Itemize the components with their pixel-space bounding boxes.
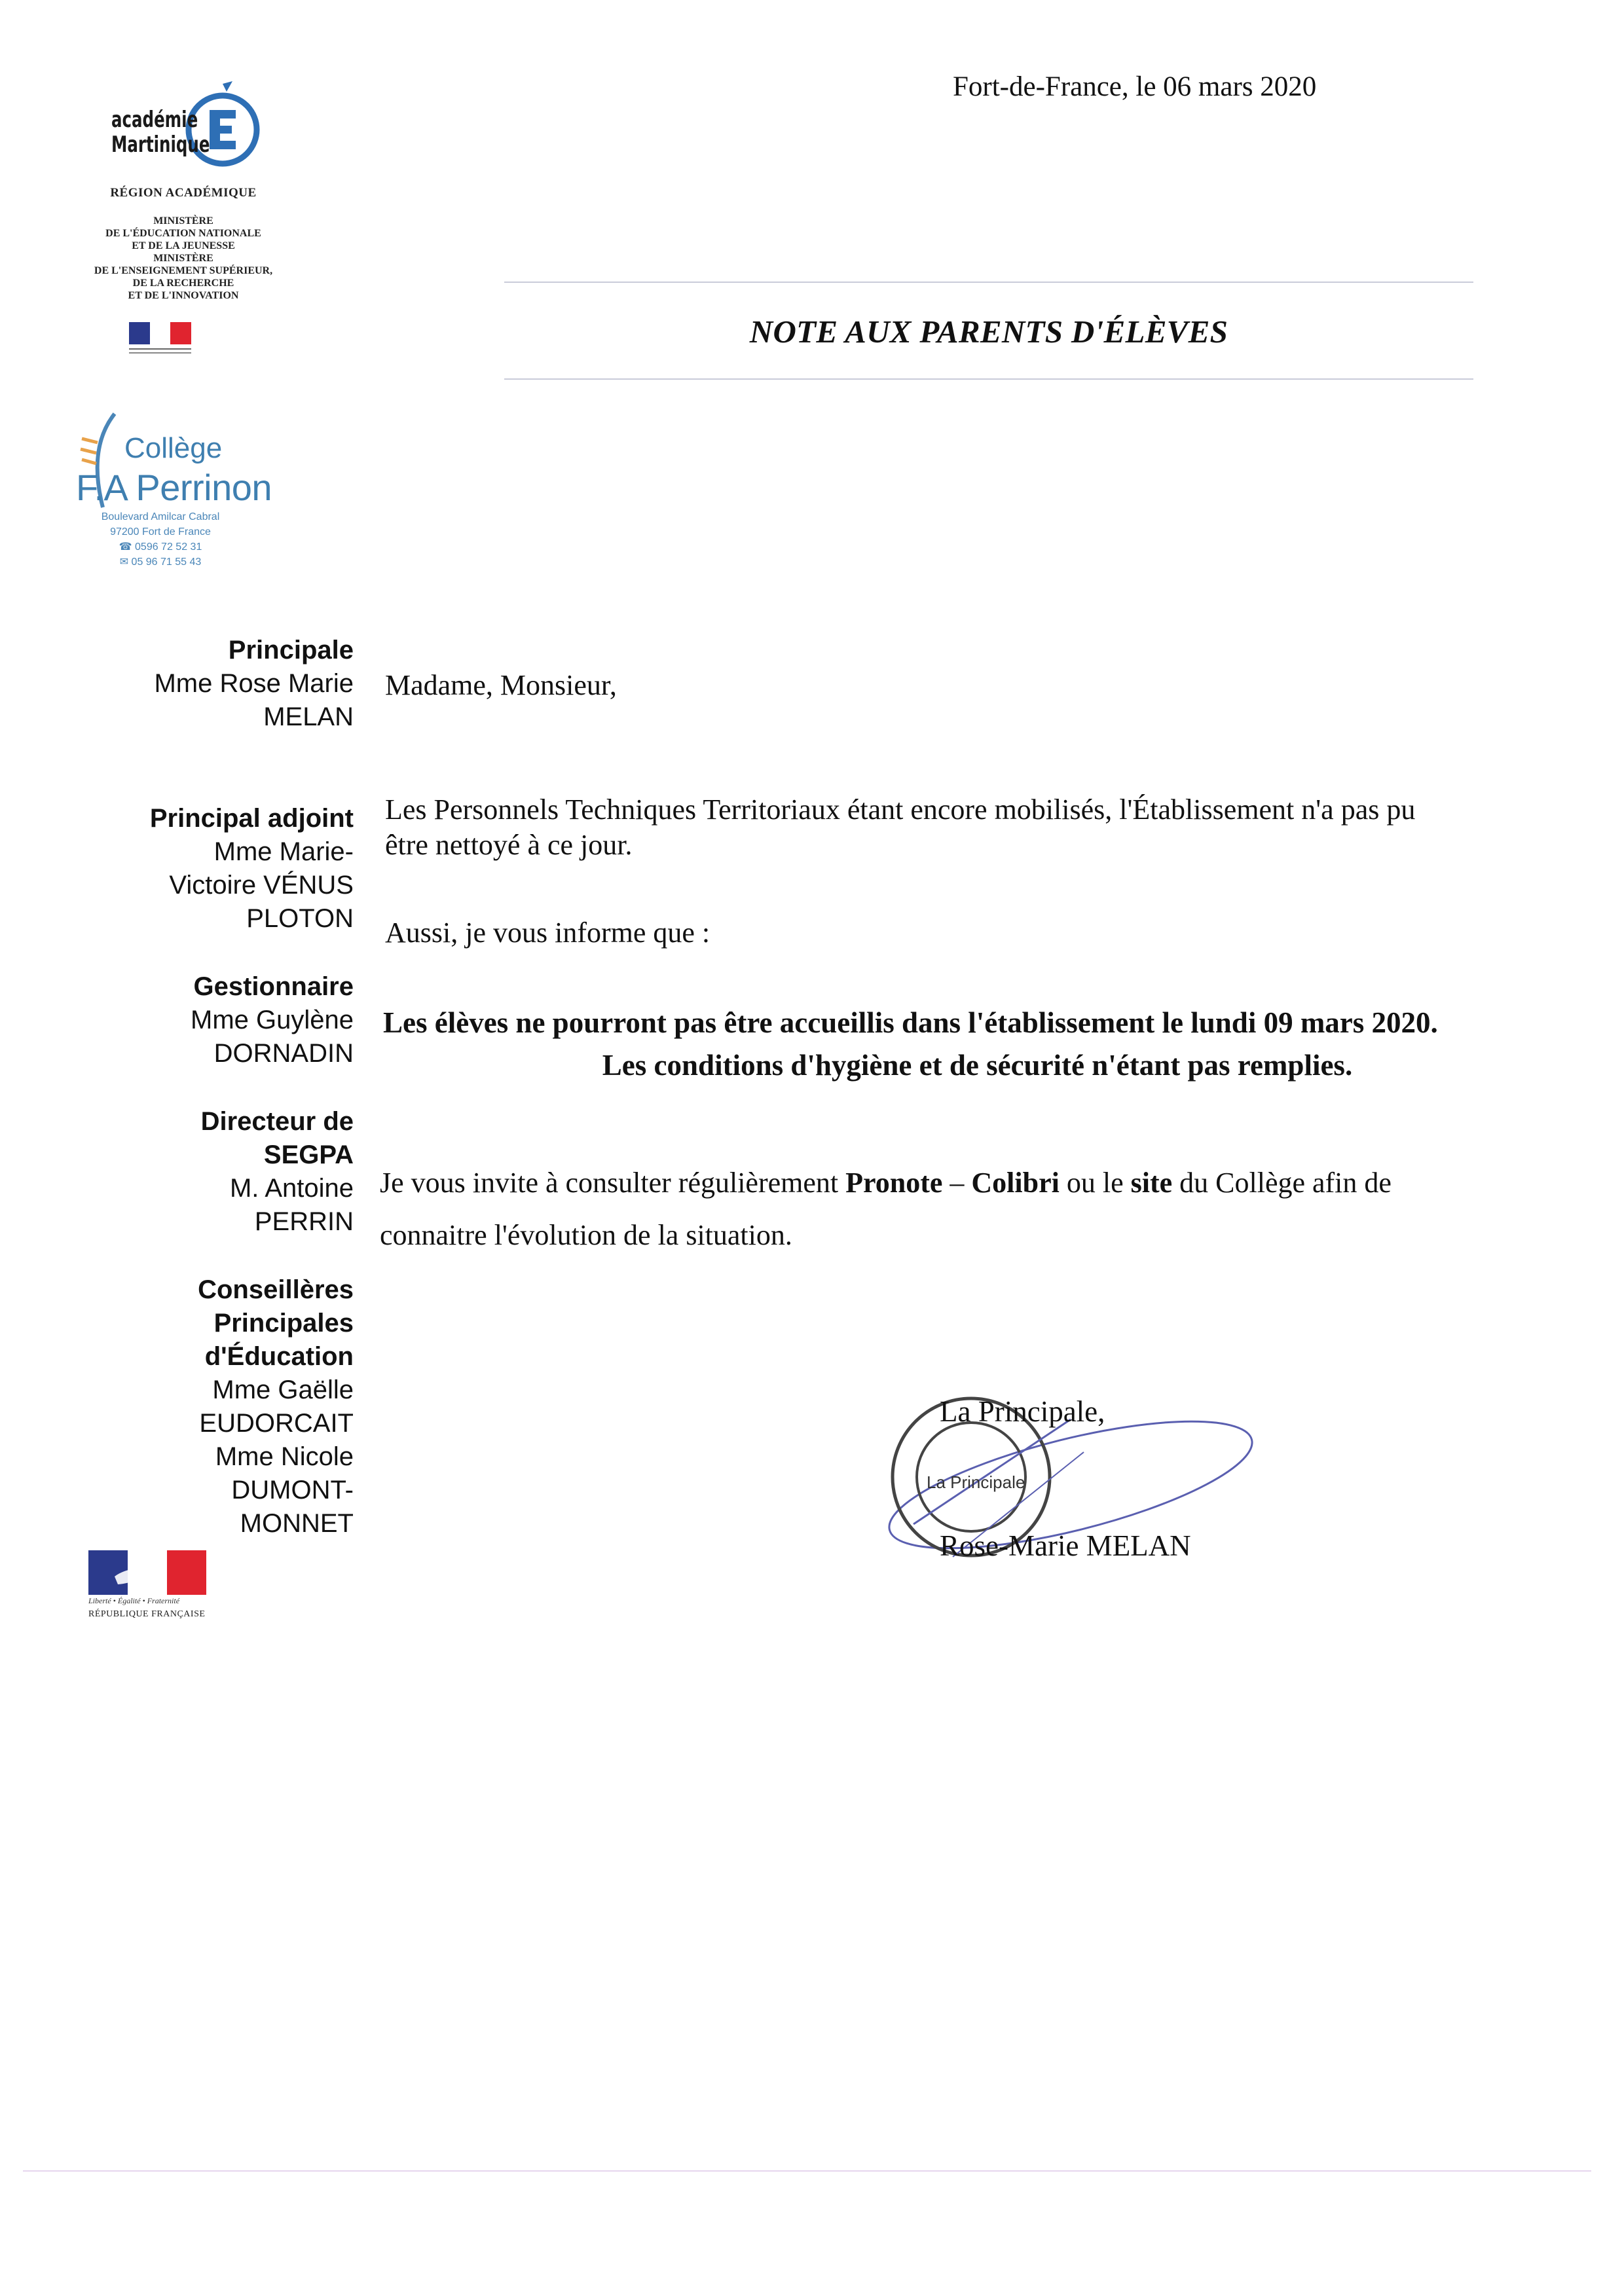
ministry-line: MINISTÈRE	[153, 215, 213, 227]
title-rule-top	[504, 282, 1473, 283]
staff-directeur-segpa	[79, 1105, 354, 1239]
page-bottom-rule	[23, 2170, 1591, 2172]
ministry-block	[39, 186, 327, 302]
signature-name: Rose-Marie MELAN	[940, 1529, 1191, 1562]
staff-role: Conseillères	[198, 1275, 354, 1304]
staff-name: MONNET	[240, 1509, 354, 1538]
staff-principal-adjoint	[79, 802, 354, 936]
p3-text: –	[942, 1167, 972, 1199]
staff-name: DORNADIN	[213, 1039, 354, 1068]
stamp-center-text: La Principale	[927, 1472, 1025, 1492]
staff-role: Directeur de	[200, 1107, 354, 1136]
staff-cpe	[79, 1273, 354, 1540]
staff-name: Victoire VÉNUS	[169, 871, 354, 900]
announcement-line-1: Les élèves ne pourront pas être accueillis dans l'établissement le lundi 09 mars 2020.	[383, 1006, 1438, 1039]
ministry-line: DE L'ÉDUCATION NATIONALE	[105, 228, 261, 239]
college-phone: ☎ 0596 72 52 31	[119, 541, 202, 553]
staff-name: PERRIN	[254, 1207, 354, 1236]
staff-name: Mme Marie-	[213, 837, 354, 866]
staff-name: Mme Nicole	[215, 1442, 354, 1471]
staff-gestionnaire	[79, 970, 354, 1070]
salutation: Madame, Monsieur,	[385, 669, 617, 701]
republic-label: RÉPUBLIQUE FRANÇAISE	[88, 1609, 206, 1619]
paragraph-3-line-2: connaitre l'évolution de la situation.	[380, 1219, 792, 1251]
college-fax: ✉ 05 96 71 55 43	[119, 556, 202, 568]
staff-role: Principale	[228, 636, 354, 665]
staff-role: Principal adjoint	[149, 804, 354, 833]
colibri-link[interactable]: Colibri	[971, 1167, 1060, 1199]
letter-date: Fort-de-France, le 06 mars 2020	[953, 71, 1317, 102]
staff-name: Mme Gaëlle	[212, 1376, 354, 1404]
paragraph-3-line-1	[380, 1165, 1392, 1201]
title-rule-bottom	[504, 378, 1473, 380]
republic-flag-small-icon	[129, 322, 191, 360]
p3-text: ou le	[1059, 1167, 1131, 1199]
staff-role: Principales	[213, 1309, 354, 1338]
college-address	[79, 509, 242, 570]
announcement-line-2: Les conditions d'hygiène et de sécurité n'étant pas remplies.	[602, 1049, 1353, 1082]
academie-logo	[98, 77, 275, 189]
ministry-line: MINISTÈRE	[153, 253, 213, 264]
staff-name: DUMONT-	[231, 1476, 354, 1504]
ministry-line: ET DE L'INNOVATION	[128, 290, 239, 301]
college-word: Collège	[124, 432, 223, 464]
document-title: NOTE AUX PARENTS D'ÉLÈVES	[749, 314, 1228, 350]
college-address-line: Boulevard Amilcar Cabral	[101, 511, 220, 522]
signature-title: La Principale,	[940, 1395, 1105, 1428]
paragraph-2: Aussi, je vous informe que :	[385, 917, 710, 949]
staff-name: Mme Guylène	[191, 1006, 354, 1034]
college-address-line: 97200 Fort de France	[110, 526, 211, 538]
staff-name: Mme Rose Marie	[154, 669, 354, 698]
staff-role: Gestionnaire	[193, 972, 354, 1001]
staff-principale	[79, 634, 354, 734]
ministry-line: ET DE LA JEUNESSE	[132, 240, 235, 251]
ministry-line: DE LA RECHERCHE	[132, 278, 234, 289]
republic-flag-icon	[88, 1550, 206, 1595]
region-label: RÉGION ACADÉMIQUE	[110, 186, 257, 200]
pronote-link[interactable]: Pronote	[845, 1167, 943, 1199]
staff-role: SEGPA	[263, 1140, 354, 1169]
paragraph-1-line-1: Les Personnels Techniques Territoriaux étant encore mobilisés, l'Établissement n'a pas pu	[385, 793, 1416, 826]
p3-text: Je vous invite à consulter régulièrement	[380, 1167, 846, 1199]
staff-name: PLOTON	[246, 904, 354, 933]
staff-name: M. Antoine	[229, 1174, 354, 1203]
paragraph-1-line-2: être nettoyé à ce jour.	[385, 829, 633, 861]
ministry-line: DE L'ENSEIGNEMENT SUPÉRIEUR,	[94, 265, 273, 276]
staff-name: MELAN	[263, 702, 354, 731]
staff-role: d'Éducation	[204, 1342, 354, 1371]
staff-name: EUDORCAIT	[199, 1409, 354, 1438]
p3-text: du Collège afin de	[1172, 1167, 1392, 1199]
academie-word: académie	[111, 107, 198, 133]
martinique-word: Martinique	[111, 132, 210, 158]
site-link[interactable]: site	[1130, 1167, 1173, 1199]
college-name: F.A Perrinon	[76, 467, 272, 508]
republic-motto: Liberté • Égalité • Fraternité	[88, 1596, 180, 1605]
